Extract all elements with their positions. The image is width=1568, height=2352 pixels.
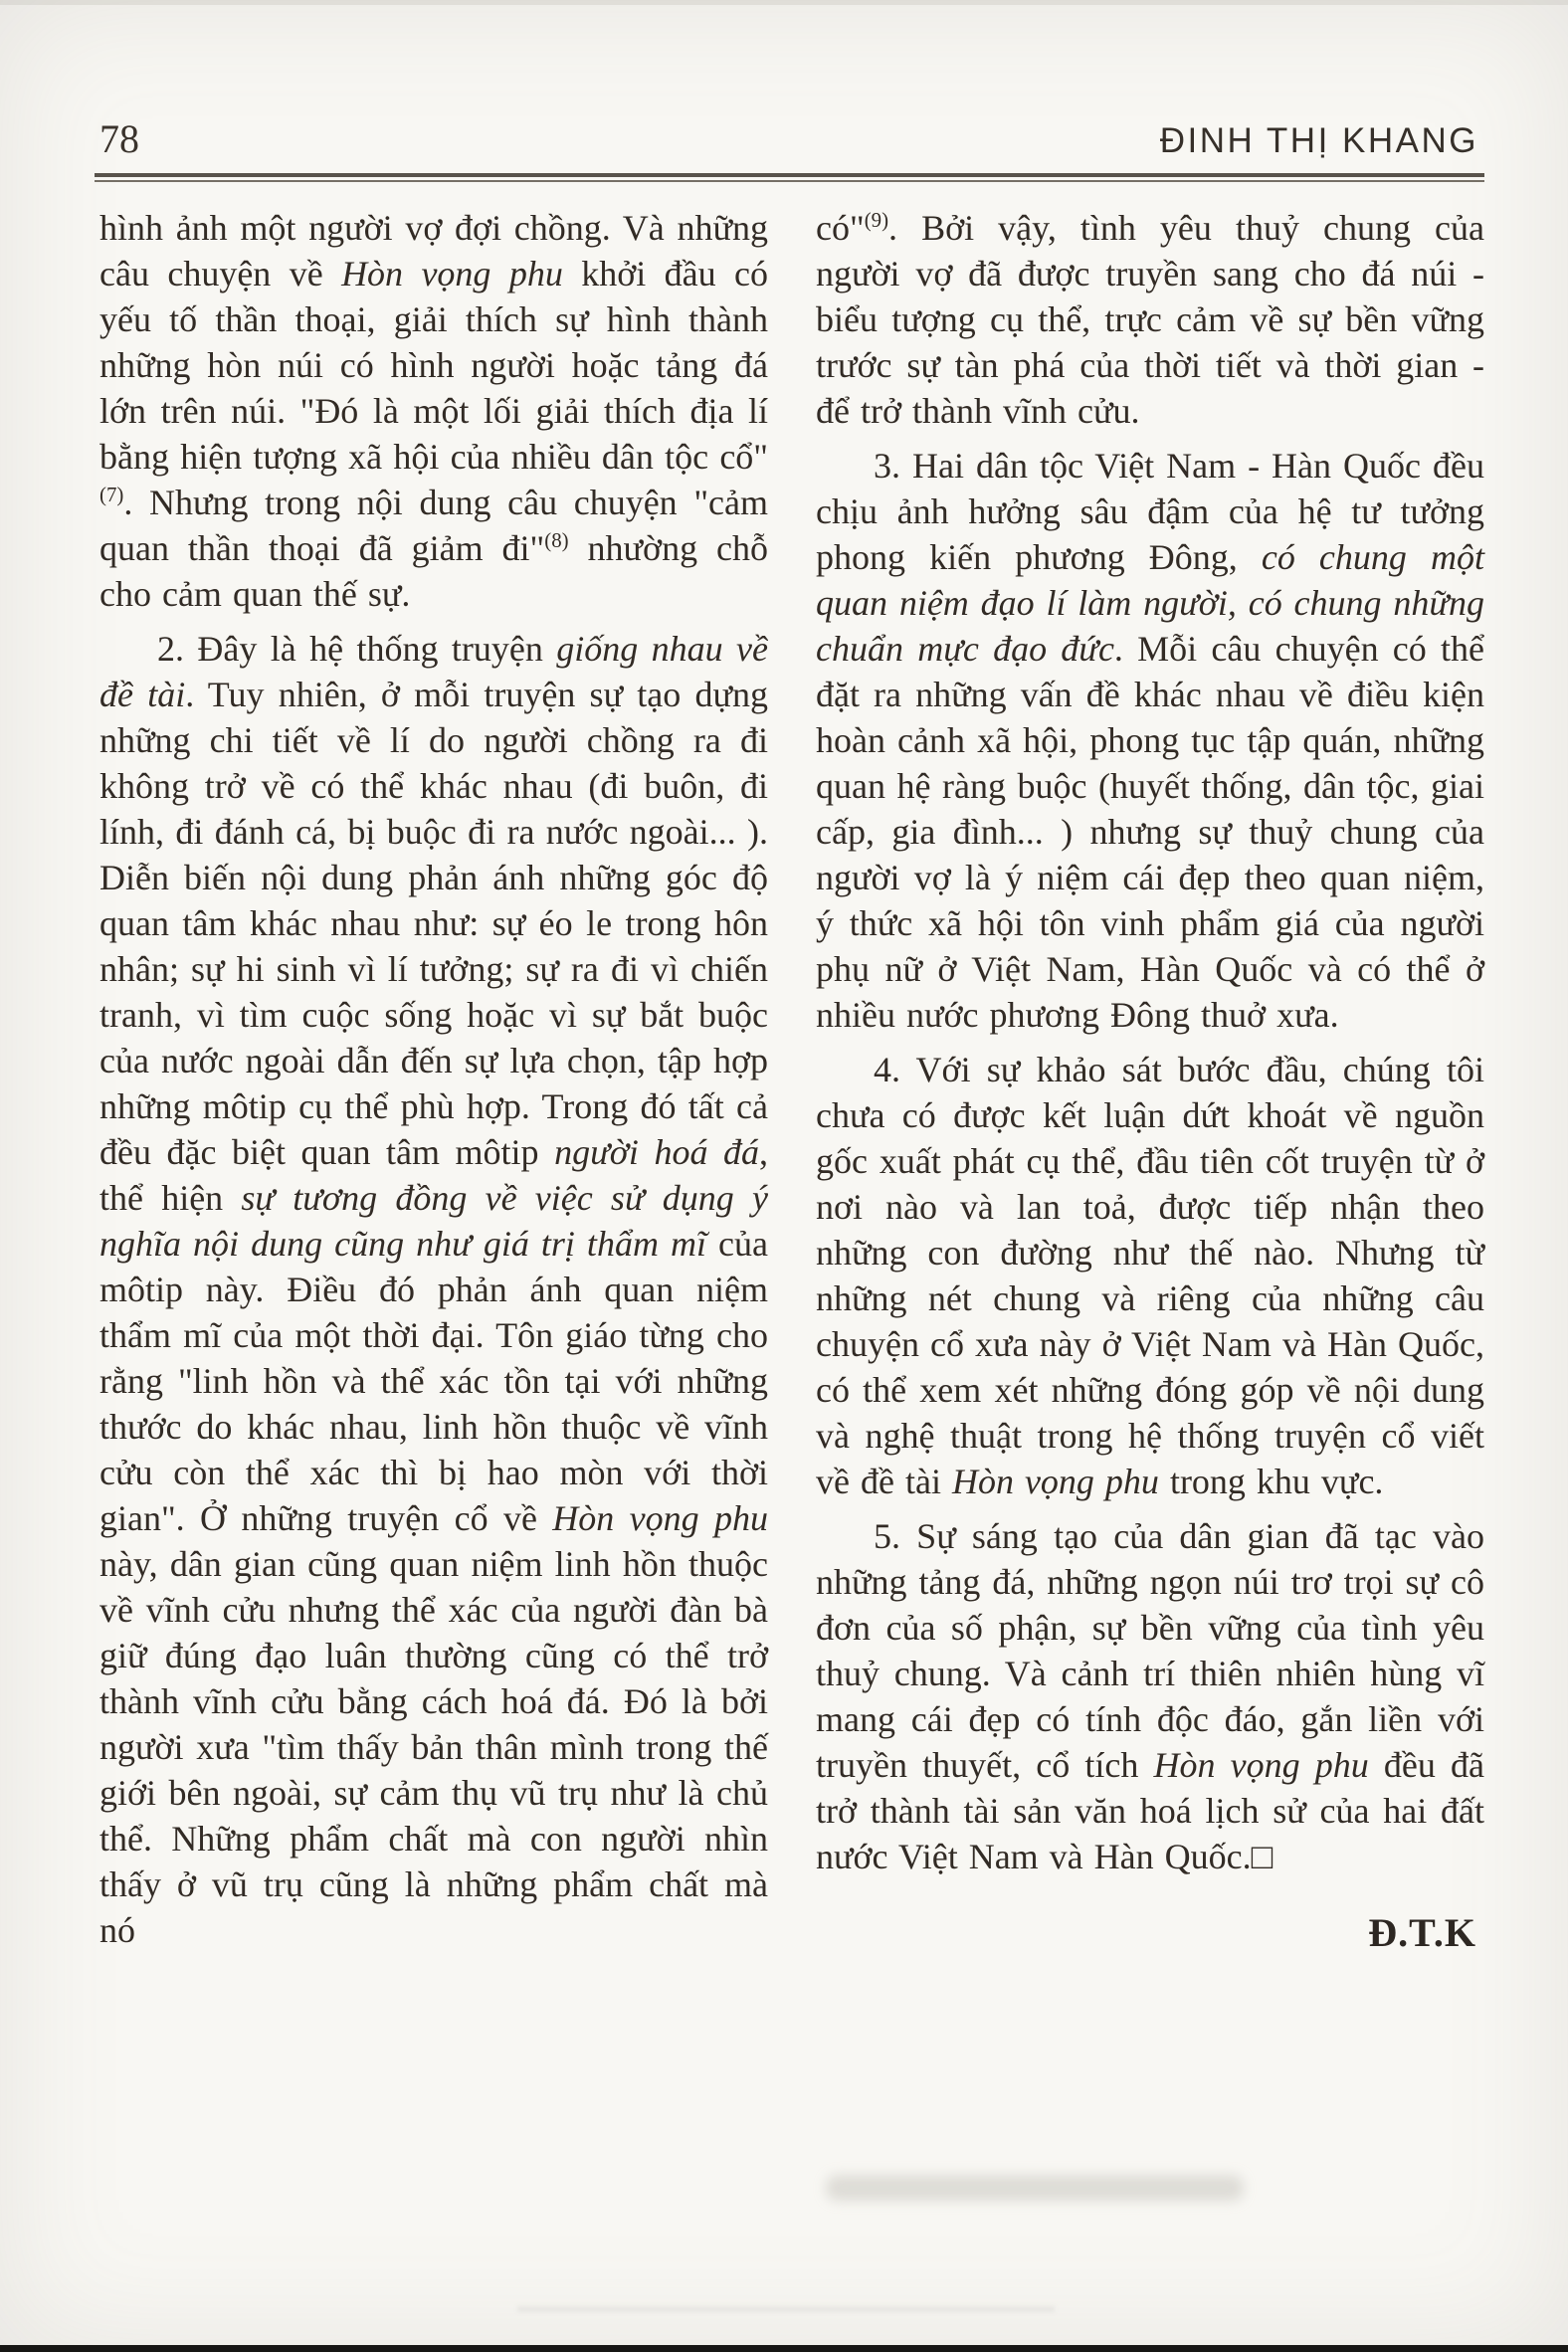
paragraph: 2. Đây là hệ thống truyện giống nhau về đề tài. Tuy nhiên, ở mỗi truyện sự tạo dựng những chi tiết về lí do người chồng ra đi không trở về có thể khác nhau (đi buôn, đi lính, đi đánh cá, bị buộc đi ra nước ngoài... ). Diễn biến nội dung phản ánh những góc độ quan tâm khác nhau như: sự éo le trong hôn nhân; sự hi sinh vì lí tưởng; sự ra đi vì chiến tranh, vì tìm cuộc sống hoặc vì sự bắt buộc của nước ngoài dẫn đến sự lựa chọn, tập hợp những môtip cụ thể phù hợp. Trong đó tất cả đều đặc biệt quan tâm môtip người hoá đá, thể hiện sự tương đồng về việc sử dụng ý nghĩa nội dung cũng như giá trị thẩm mĩ của môtip này. Điều đó phản ánh quan niệm thẩm mĩ của một thời đại. Tôn giáo từng cho rằng "linh hồn và thể xác tồn tại với những thước do khác nhau, linh hồn thuộc về vĩnh cửu còn thể xác thì bị hao mòn với thời gian". Ở những truyện cổ về Hòn vọng phu này, dân gian cũng quan niệm linh hồn thuộc về vĩnh cửu nhưng thể xác của người đàn bà giữ đúng đạo luân thường cũng có thể trở thành vĩnh cửu bằng cách hoá đá. Đó là bởi người xưa "tìm thấy bản thân mình trong thế giới bên ngoài, sự cảm thụ vũ trụ như là chủ thể. Những phẩm chất mà con người nhìn thấy ở vũ trụ cũng là những phẩm chất mà nó [99, 629, 769, 1950]
scan-smudge-artifact [826, 2175, 1244, 2201]
column-left [99, 205, 768, 1962]
author-initials: Đ.T.K [1368, 1910, 1476, 1955]
running-head: ĐINH THỊ KHANG [1159, 121, 1478, 160]
page-header [99, 115, 1478, 162]
paragraph: 3. Hai dân tộc Việt Nam - Hàn Quốc đều chịu ảnh hưởng sâu đậm của hệ tư tưởng phong kiến phương Đông, có chung một quan niệm đạo lí làm người, có chung những chuẩn mực đạo đức. Mỗi câu chuyện có thể đặt ra những vấn đề khác nhau về điều kiện hoàn cảnh xã hội, phong tục tập quán, những quan hệ ràng buộc (huyết thống, dân tộc, giai cấp, gia đình... ) nhưng sự thuỷ chung của người vợ là ý niệm cái đẹp theo quan niệm, ý thức xã hội tôn vinh phẩm giá của người phụ nữ ở Việt Nam, Hàn Quốc và có thể ở nhiều nước phương Đông thuở xưa. [816, 446, 1484, 1035]
paragraph: 4. Với sự khảo sát bước đầu, chúng tôi chưa có được kết luận dứt khoát về nguồn gốc xuất phát cụ thể, đầu tiên cốt truyện từ ở nơi nào và lan toả, được tiếp nhận theo những con đường như thế nào. Nhưng từ những nét chung và riêng của những câu chuyện cổ xưa này ở Việt Nam và Hàn Quốc, có thể xem xét những đóng góp về nội dung và nghệ thuật trong hệ thống truyện cổ viết về đề tài Hòn vọng phu trong khu vực. [816, 1050, 1484, 1501]
column-right [816, 205, 1484, 1962]
paragraph: hình ảnh một người vợ đợi chồng. Và những câu chuyện về Hòn vọng phu khởi đầu có yếu tố thần thoại, giải thích sự hình thành những hòn núi có hình người hoặc tảng đá lớn trên núi. "Đó là một lối giải thích địa lí bằng hiện tượng xã hội của nhiều dân tộc cổ"$^{(7)}$. Nhưng trong nội dung câu chuyện "cảm quan thần thoại đã giảm đi"$^{(8)}$ nhường chỗ cho cảm quan thế sự. [99, 208, 768, 614]
article-body [99, 205, 1484, 1962]
paragraph: 5. Sự sáng tạo của dân gian đã tạc vào những tảng đá, những ngọn núi trơ trọi sự cô đơn của số phận, sự bền vững của tình yêu thuỷ chung. Và cảnh trí thiên nhiên hùng vĩ mang cái đẹp có tính độc đáo, gắn liền với truyền thuyết, cổ tích Hòn vọng phu đều đã trở thành tài sản văn hoá lịch sử của hai đất nước Việt Nam và Hàn Quốc.□ [816, 1516, 1484, 1876]
column-right-paragraphs [816, 205, 1484, 1879]
header-rule [95, 173, 1484, 182]
page-number: 78 [99, 116, 139, 161]
paragraph: có"$^{(9)}$. Bởi vậy, tình yêu thuỷ chung của người vợ đã được truyền sang cho đá núi - biểu tượng cụ thể, trực cảm về sự bền vững trước sự tàn phá của thời tiết và thời gian - để trở thành vĩnh cửu. [816, 208, 1484, 431]
scan-edge-top [0, 0, 1568, 5]
scan-edge-bottom [0, 2345, 1568, 2352]
scan-fold-artifact [517, 2306, 1055, 2312]
